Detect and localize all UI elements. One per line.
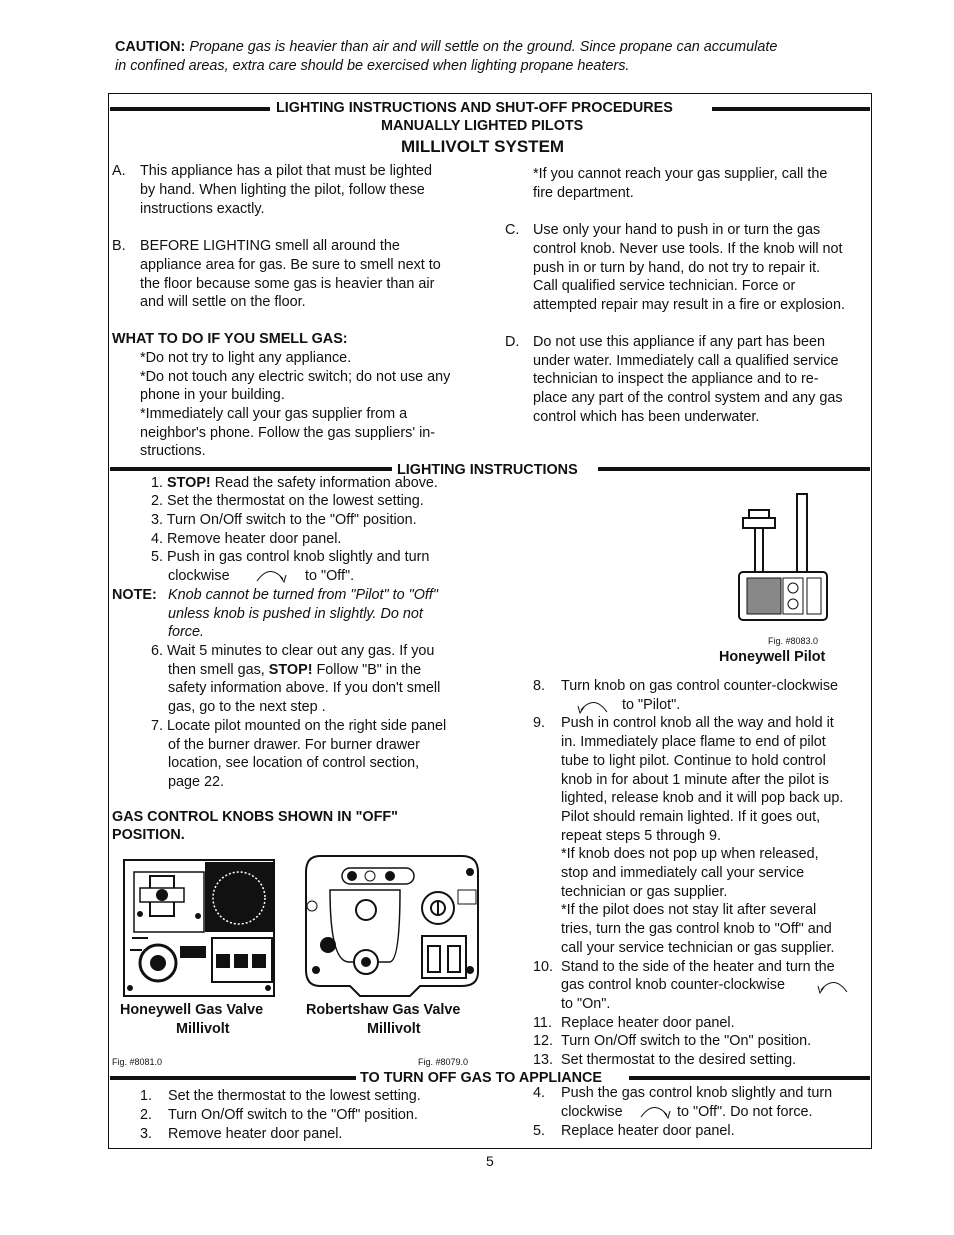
pilot-caption: Honeywell Pilot (719, 649, 826, 665)
shutoff-step-4: Push the gas control knob slightly and turn (561, 1085, 833, 1101)
caution-note (115, 38, 875, 76)
smell-gas-line: *Do not touch any electric switch; do not use any (140, 369, 451, 385)
step-10-number: 10. (533, 959, 554, 975)
step-9-line: lighted, release knob and it will pop back up. (561, 790, 844, 806)
smell-gas-line: *Immediately call your gas supplier from a (140, 406, 408, 422)
step-9-line: *If knob does not pop up when released, (561, 846, 819, 862)
step-6-line: safety information above. If you don't smell (168, 680, 441, 696)
item-d-line: Do not use this appliance if any part has been (533, 334, 826, 350)
step-8-pilot: to "Pilot". (622, 697, 681, 713)
shutoff-bar-left (110, 1076, 356, 1080)
step-7-line: of the burner drawer. For burner drawer (168, 737, 420, 753)
step-9-line: tube to light pilot. Continue to hold control (561, 753, 826, 769)
header-bar-left (110, 107, 270, 111)
item-b-line: the floor because some gas is heavier than air (140, 276, 435, 292)
step-8-number: 8. (533, 678, 546, 694)
smell-gas-heading: WHAT TO DO IF YOU SMELL GAS: (112, 331, 348, 347)
honeywell-gas-valve-diagram (120, 858, 280, 1000)
item-b-line: appliance area for gas. Be sure to smell next to (140, 257, 441, 273)
clockwise-arrow-icon (638, 1102, 674, 1120)
item-b-line: BEFORE LIGHTING smell all around the (140, 238, 400, 254)
honeywell-valve-caption: Honeywell Gas Valve (120, 1002, 264, 1018)
step-9-line: *If the pilot does not stay lit after several (561, 902, 817, 918)
step-6-post: Follow "B" in the (312, 662, 422, 678)
shutoff-step-2-number: 2. (140, 1107, 153, 1123)
shutoff-step-3: Remove heater door panel. (168, 1126, 343, 1142)
step-11-number: 11. (533, 1015, 552, 1031)
step-7: 7. Locate pilot mounted on the right side panel (151, 718, 447, 734)
supplier-note-line: fire department. (533, 185, 634, 201)
item-c-line: attempted repair may result in a fire or explosion. (533, 297, 845, 313)
item-d-line: place any part of the control system and any gas (533, 390, 843, 406)
step-13: Set thermostat to the desired setting. (561, 1052, 797, 1068)
item-c-line: control knob. Never use tools. If the knob will not (533, 241, 843, 257)
item-c-line: Use only your hand to push in or turn the gas (533, 222, 821, 238)
fig-honeywell-valve: Fig. #8081.0 (112, 1057, 163, 1067)
smell-gas-line: *Do not try to light any appliance. (140, 350, 352, 366)
step-9-line: knob in for about 1 minute after the pilot is (561, 772, 829, 788)
shutoff-step-4-number: 4. (533, 1085, 546, 1101)
step-9-line: call your service technician or gas supplier. (561, 940, 835, 956)
step-9-line: repeat steps 5 through 9. (561, 828, 722, 844)
item-c-letter: C. (505, 222, 520, 238)
shutoff-step-4-clockwise: clockwise (561, 1104, 623, 1120)
counter-clockwise-arrow-icon (577, 697, 611, 715)
step-1-stop: STOP! (167, 475, 211, 491)
caution-line-2: in confined areas, extra care should be exercised when lighting propane heaters. (115, 58, 630, 74)
fig-robertshaw-valve: Fig. #8079.0 (418, 1057, 469, 1067)
step-7-line: page 22. (168, 774, 225, 790)
honeywell-valve-caption-line2: Millivolt (176, 1021, 230, 1037)
step-4: 4. Remove heater door panel. (151, 531, 342, 547)
honeywell-pilot-diagram (735, 492, 833, 624)
supplier-note-line: *If you cannot reach your gas supplier, call the (533, 166, 828, 182)
shutoff-bar-right (629, 1076, 870, 1080)
step-11: Replace heater door panel. (561, 1015, 735, 1031)
robertshaw-valve-caption: Robertshaw Gas Valve (306, 1002, 461, 1018)
item-d-letter: D. (505, 334, 520, 350)
note-line: unless knob is pushed in slightly. Do not (168, 606, 423, 622)
step-1-number: 1. (151, 475, 164, 491)
step-9-line: Push in control knob all the way and hold it (561, 715, 834, 731)
smell-gas-line: structions. (140, 443, 206, 459)
step-5: 5. Push in gas control knob slightly and turn (151, 549, 430, 565)
step-1-text: Read the safety information above. (210, 475, 438, 491)
step-6-line: gas, go to the next step . (168, 699, 326, 715)
fig-pilot: Fig. #8083.0 (768, 636, 819, 646)
step-5-off: to "Off". (305, 568, 355, 584)
step-7-line: location, see location of control section, (168, 755, 420, 771)
item-a-letter: A. (112, 163, 126, 179)
shutoff-step-4-off: to "Off". Do not force. (677, 1104, 813, 1120)
note-line: force. (168, 624, 204, 640)
robertshaw-gas-valve-diagram (300, 850, 482, 998)
step-12: Turn On/Off switch to the "On" position. (561, 1033, 812, 1049)
shutoff-step-5: Replace heater door panel. (561, 1123, 735, 1139)
item-b-letter: B. (112, 238, 126, 254)
step-8: Turn knob on gas control counter-clockwise (561, 678, 839, 694)
step-10-line: gas control knob counter-clockwise (561, 977, 785, 993)
step-9-line: tries, turn the gas control knob to "Off" and (561, 921, 832, 937)
robertshaw-valve-caption-line2: Millivolt (367, 1021, 421, 1037)
note-label: NOTE: (112, 587, 157, 603)
step-6-pre: then smell gas, (168, 662, 269, 678)
shutoff-heading: TO TURN OFF GAS TO APPLIANCE (360, 1070, 602, 1086)
item-d-line: control which has been underwater. (533, 409, 760, 425)
header-bar-right (712, 107, 870, 111)
step-6-stop: STOP! (268, 662, 313, 678)
system-title: MILLIVOLT SYSTEM (401, 137, 565, 156)
clockwise-arrow-icon (254, 566, 290, 584)
step-5-clockwise: clockwise (168, 568, 230, 584)
knobs-heading-line2: POSITION. (112, 827, 185, 843)
item-a-line: instructions exactly. (140, 201, 265, 217)
section-subtitle: MANUALLY LIGHTED PILOTS (381, 118, 584, 134)
step-13-number: 13. (533, 1052, 554, 1068)
step-9-line: Pilot should remain lighted. If it goes out, (561, 809, 821, 825)
step-9-number: 9. (533, 715, 546, 731)
counter-clockwise-arrow-icon (817, 977, 851, 995)
step-9-line: stop and immediately call your service (561, 865, 805, 881)
step-10-on: to "On". (561, 996, 611, 1012)
shutoff-step-3-number: 3. (140, 1126, 153, 1142)
lighting-heading: LIGHTING INSTRUCTIONS (397, 462, 578, 478)
item-b-line: and will settle on the floor. (140, 294, 306, 310)
step-6: 6. Wait 5 minutes to clear out any gas. If you (151, 643, 435, 659)
step-9-line: technician or gas supplier. (561, 884, 728, 900)
lighting-bar-right (598, 467, 870, 471)
step-12-number: 12. (533, 1033, 554, 1049)
step-9-line: in. Immediately place flame to end of pilot (561, 734, 826, 750)
shutoff-step-5-number: 5. (533, 1123, 546, 1139)
item-c-line: Call qualified service technician. Force or (533, 278, 796, 294)
item-a-line: by hand. When lighting the pilot, follow these (140, 182, 425, 198)
step-2: 2. Set the thermostat on the lowest setting. (151, 493, 424, 509)
item-d-line: technician to inspect the appliance and to re- (533, 371, 819, 387)
step-3: 3. Turn On/Off switch to the "Off" position. (151, 512, 417, 528)
shutoff-step-1: Set the thermostat to the lowest setting. (168, 1088, 421, 1104)
item-d-line: under water. Immediately call a qualified service (533, 353, 839, 369)
page-number: 5 (486, 1153, 494, 1169)
caution-label: CAUTION: (115, 39, 186, 55)
knobs-heading: GAS CONTROL KNOBS SHOWN IN "OFF" (112, 809, 398, 825)
item-a-line: This appliance has a pilot that must be lighted (140, 163, 432, 179)
shutoff-step-1-number: 1. (140, 1088, 153, 1104)
note-line: Knob cannot be turned from "Pilot" to "Off" (168, 587, 439, 603)
lighting-bar-left (110, 467, 392, 471)
section-title: LIGHTING INSTRUCTIONS AND SHUT-OFF PROCEDURES (276, 100, 673, 116)
caution-line-1: Propane gas is heavier than air and will settle on the ground. Since propane can accumulate (189, 39, 778, 55)
shutoff-step-2: Turn On/Off switch to the "Off" position. (168, 1107, 418, 1123)
item-c-line: push in or turn by hand, do not try to repair it. (533, 260, 821, 276)
smell-gas-line: phone in your building. (140, 387, 285, 403)
step-10: Stand to the side of the heater and turn the (561, 959, 835, 975)
step-1 (151, 474, 438, 493)
smell-gas-line: neighbor's phone. Follow the gas suppliers' in- (140, 425, 436, 441)
step-6-line (168, 661, 421, 680)
